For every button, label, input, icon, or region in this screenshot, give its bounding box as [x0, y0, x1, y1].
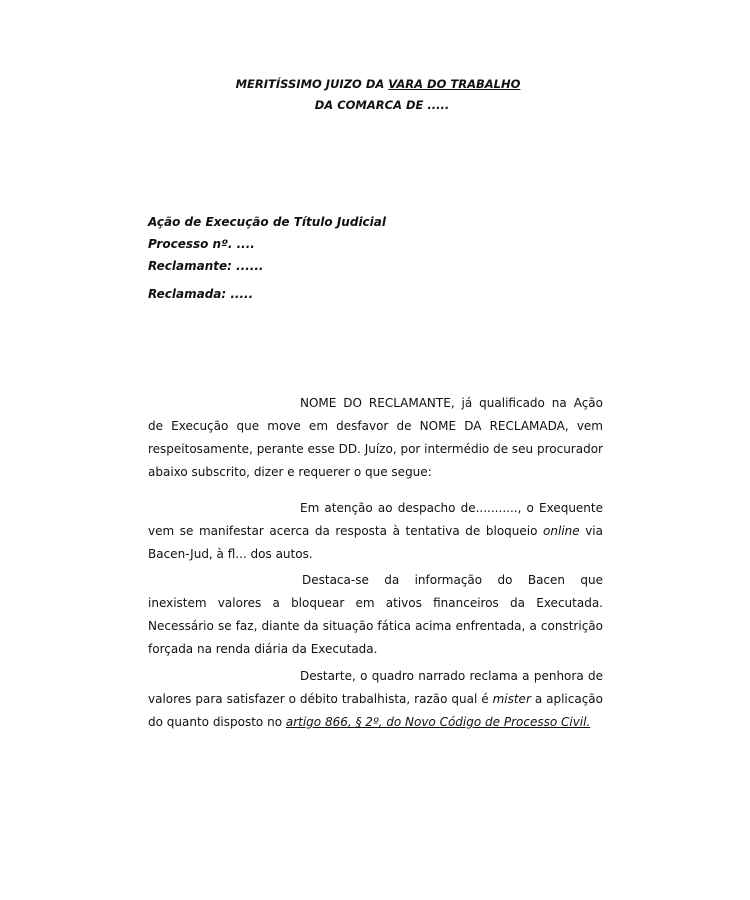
court-title-underlined: VARA DO TRABALHO	[388, 77, 521, 91]
paragraph-bacen-information	[148, 569, 603, 661]
process-number: Processo nº. ....	[148, 237, 255, 251]
paragraph-bacen-request-text-2: via Bacen-Jud, à fl... dos autos.	[148, 524, 603, 561]
claimant-line: Reclamante: ......	[148, 259, 264, 273]
action-title: Ação de Execução de Título Judicial	[148, 215, 386, 229]
paragraph-conclusion-italic: mister	[492, 692, 531, 706]
paragraph-bacen-request-text-1: Em atenção ao despacho de..........., o Exequente vem se manifestar acerca da resposta à tentativa de bloqueio	[148, 501, 603, 538]
paragraph-introduction-text: NOME DO RECLAMANTE, já qualificado na Ação de Execução que move em desfavor de NOME DA RECLAMADA, vem respeitosamente, perante esse DD. Juízo, por intermédio de seu procurador abaixo subscrito, dizer e requerer o que segue:	[148, 396, 603, 479]
court-title-prefix: MERITÍSSIMO JUIZO DA	[235, 77, 389, 91]
paragraph-bacen-request	[148, 497, 603, 566]
paragraph-bacen-request-italic: online	[543, 524, 580, 538]
court-jurisdiction: DA COMARCA DE .....	[314, 98, 450, 112]
legal-reference: artigo 866, § 2º, do Novo Código de Processo Civil.	[285, 715, 591, 729]
defendant-line: Reclamada: .....	[148, 287, 254, 301]
paragraph-conclusion-text-2: a aplicação do quanto disposto no	[148, 692, 604, 729]
paragraph-bacen-information-text: Destaca-se da informação do Bacen que inexistem valores a bloquear em ativos financeiros da Executada. Necessário se faz, diante da situação fática acima enfrentada, a constrição forçada na renda diária da Executada.	[148, 573, 603, 656]
paragraph-introduction	[148, 392, 603, 484]
court-title	[0, 76, 750, 92]
paragraph-conclusion	[148, 665, 603, 734]
paragraph-conclusion-text-1: Destarte, o quadro narrado reclama a penhora de valores para satisfazer o débito trabalhista, razão qual é	[148, 669, 603, 706]
